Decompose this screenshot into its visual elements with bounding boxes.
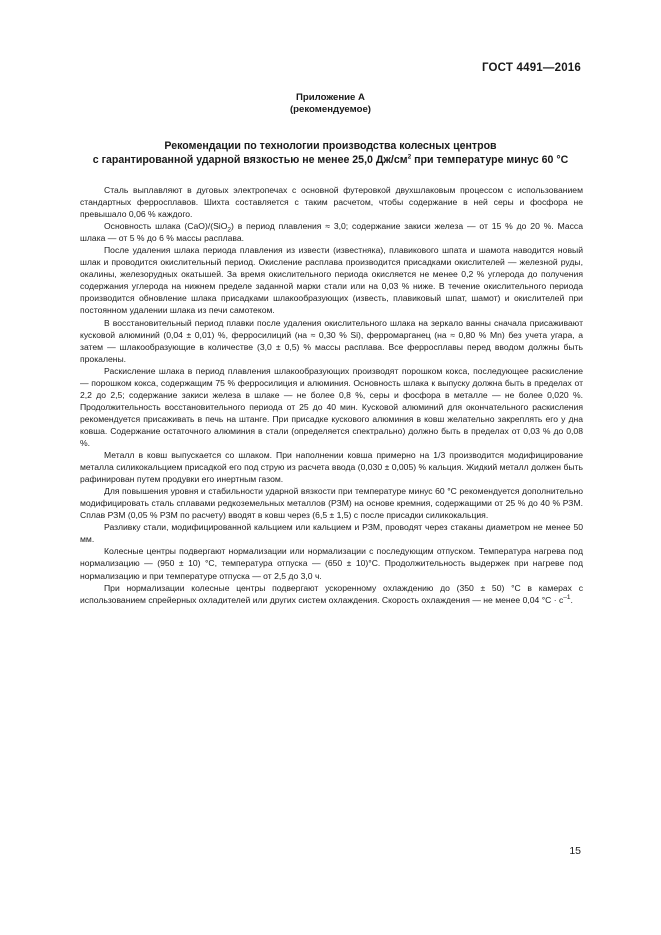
paragraph-2-text: Основность шлака (CaO)/(SiO bbox=[104, 221, 228, 232]
paragraph-7: Для повышения уровня и стабильности ударной вязкости при температуре минус 60 °С рекомендуется дополнительно модифицировать сталь сплавами редкоземельных металлов (РЗМ) на основе кремния, содержащими от 25 % до 40 % РЗМ. Сплав РЗМ (0,05 % РЗМ по расчету) вводят в ковш через (6,5 ± 1,5) с после присадки силикокальция. bbox=[80, 486, 583, 521]
paragraph-3: После удаления шлака периода плавления из извести (известняка), плавикового шпата и шамота наводится новый шлак и проводится окислительный период. Окисление расплава производится присадками окислителей — железной руды, окалины, железорудных окатышей. За время окислительного периода окисляется не менее 0,2 % углерода до получения содержания углерода на нижнем пределе заданной марки стали или на 0,03 % ниже. В течение окислительного периода производится обновление шлака присадками шлакообразующих (известь, плавиковый шпат, шамот) и окислителей при постоянном удалении шлака из печи самотеком. bbox=[80, 245, 583, 316]
paragraph-6: Металл в ковш выпускается со шлаком. При наполнении ковша примерно на 1/3 производится модифицирование металла силикокальцием присадкой его под струю из расчета ввода (0,030 ± 0,005) % кальция. Жидкий металл должен быть рафинирован путем продувки его инертным газом. bbox=[80, 450, 583, 485]
paragraph-10-tail: . bbox=[570, 594, 573, 605]
paragraph-10-superscript: –1 bbox=[563, 593, 571, 601]
standard-designation: ГОСТ 4491—2016 bbox=[481, 62, 581, 74]
paragraph-5: Раскисление шлака в период плавления шлакообразующих производят порошком кокса, последующее раскисление — порошком кокса, содержащим 75 % ферросилиция и алюминия. Основность шлака к выпуску должна быть в пределах от 2,2 до 2,5; содержание закиси железа в шлаке — не более 0,8 %, серы и фосфора в металле — не более 0,020 %. Продолжительность восстановительного периода от 25 до 40 мин. Кусковой алюминий для окончательного раскисления рекомендуется присаживать в печь на штанге. При присадке кускового алюминия в ковш желательно закреплять его у дна ковша. Содержание остаточного алюминия в стали (определяется спектрально) должно быть в пределах от 0,03 % до 0,08 %. bbox=[80, 365, 583, 448]
page-number: 15 bbox=[569, 845, 581, 857]
title-line-2-text: с гарантированной ударной вязкостью не менее 25,0 Дж/см bbox=[92, 153, 408, 166]
paragraph-8: Разливку стали, модифицированной кальцием или кальцием и РЗМ, проводят через стаканы диаметром не менее 50 мм. bbox=[80, 522, 583, 545]
document-title bbox=[60, 140, 601, 167]
paragraph-10 bbox=[80, 582, 583, 606]
paragraph-2-subscript: 2 bbox=[227, 226, 232, 234]
body-text bbox=[80, 184, 583, 606]
title-line-2 bbox=[60, 154, 601, 168]
annex-title: Приложение А bbox=[296, 92, 365, 103]
paragraph-9: Колесные центры подвергают нормализации или нормализации с последующим отпуском. Температура нагрева под нормализацию — (950 ± 10) °С, температура отпуска — (650 ± 10)°С. Продолжительность выдержек при нагреве под нормализацию и при температуре отпуска — от 2,5 до 3,0 ч. bbox=[80, 546, 583, 581]
paragraph-10-text: При нормализации колесные центры подвергают ускоренному охлаждению до (350 ± 50) °С в камерах с использованием спрейерных охладителей или других систем охлаждения. Скорость охлаждения — не менее 0,04 °С · с bbox=[80, 582, 583, 605]
paragraph-4: В восстановительный период плавки после удаления окислительного шлака на зеркало ванны сначала присаживают кусковой алюминий (0,04 ± 0,01) %, ферросилиций (на ≈ 0,30 % Si), ферромарганец (на ≈ 0,80 % Mn) без учета угара, а затем — шлакообразующие в количестве (3,0 ± 0,5) % массы расплава. Все ферросплавы перед вводом должны быть прокалены. bbox=[80, 317, 583, 364]
title-line-1: Рекомендации по технологии производства колесных центров bbox=[164, 140, 497, 152]
paragraph-1: Сталь выплавляют в дуговых электропечах с основной футеровкой двухшлаковым процессом с использованием стандартных ферросплавов. Шихта составляется с таким расчетом, чтобы содержание в ней серы и фосфора не превышало 0,06 % каждого. bbox=[80, 185, 583, 220]
title-superscript: 2 bbox=[407, 152, 412, 160]
title-line-2-tail: при температуре минус 60 °С bbox=[411, 153, 569, 166]
paragraph-2 bbox=[80, 220, 583, 244]
annex-status: (рекомендуемое) bbox=[289, 104, 371, 115]
annex-heading bbox=[0, 92, 661, 116]
paragraph-2-tail: ) в период плавления ≈ 3,0; содержание закиси железа — от 15 % до 20 %. Масса шлака — от 5 % до 6 % массы расплава. bbox=[80, 221, 584, 244]
